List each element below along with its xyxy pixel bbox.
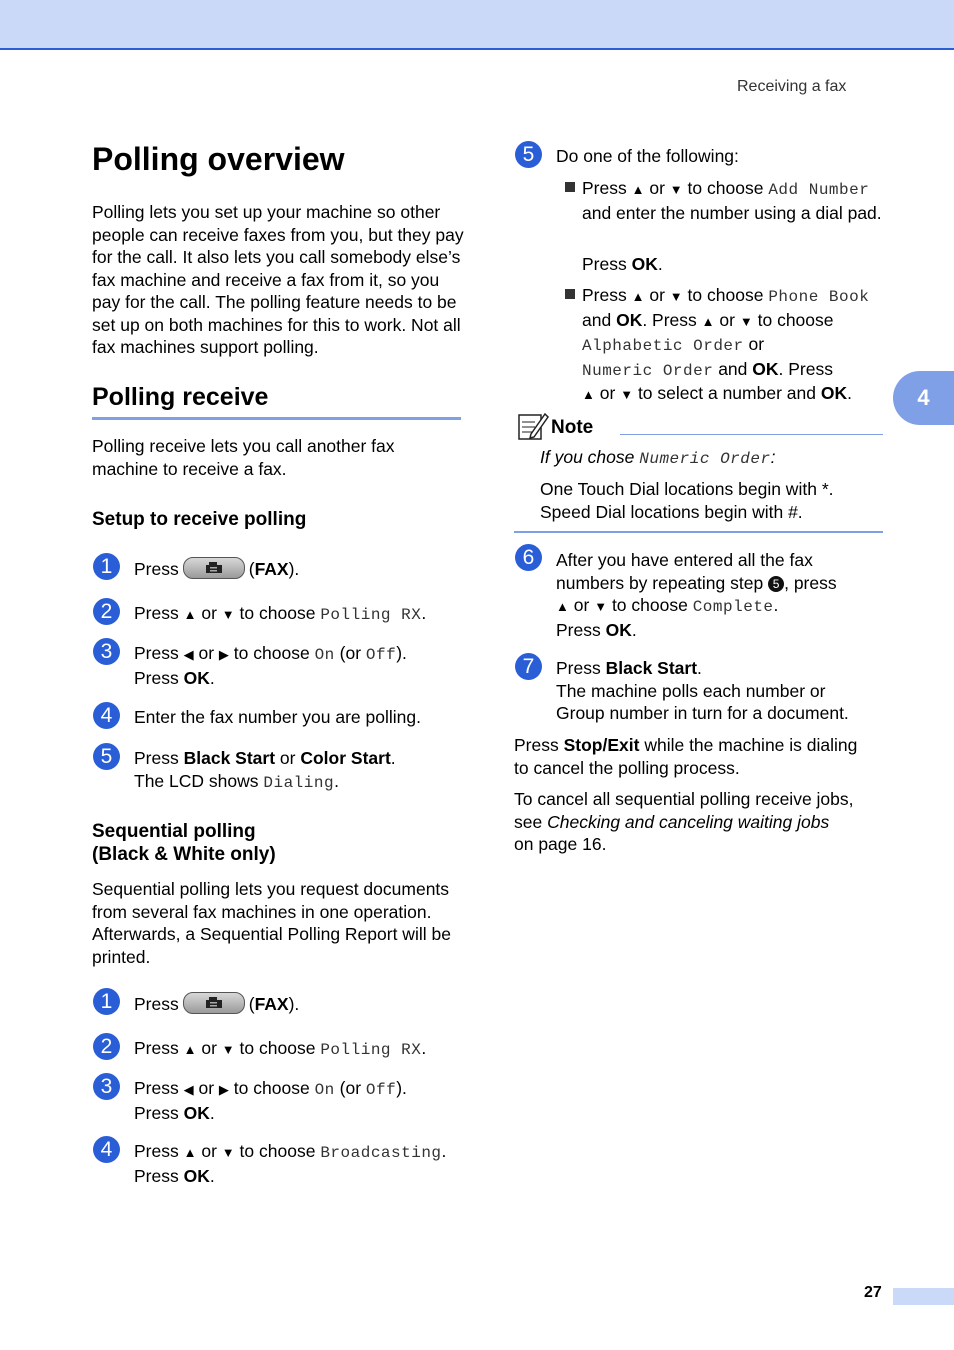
setup-step-3: Press ◀ or ▶ to choose On (or Off). Press OK. xyxy=(134,643,407,688)
step-number: 4 xyxy=(93,702,120,729)
up-arrow-icon: ▲ xyxy=(183,1145,197,1160)
down-arrow-icon: ▼ xyxy=(221,1145,235,1160)
step5-bullet-1-press: Press OK. xyxy=(582,254,663,274)
setup-step-4: Enter the fax number you are polling. xyxy=(134,707,421,727)
fax-icon xyxy=(205,996,223,1009)
fax-icon xyxy=(205,561,223,574)
note-title: Note xyxy=(551,417,594,438)
step-number: 2 xyxy=(93,1033,120,1060)
up-arrow-icon: ▲ xyxy=(582,387,595,402)
down-arrow-icon: ▼ xyxy=(221,1042,235,1057)
step5-bullet-1: Press ▲ or ▼ to choose Add Number and enter the number using a dial pad. xyxy=(582,178,882,223)
up-arrow-icon: ▲ xyxy=(183,607,197,622)
cancel-paragraph-1: Press Stop/Exit while the machine is dialing to cancel the polling process. xyxy=(514,735,858,778)
sequential-heading: Sequential polling (Black & White only) xyxy=(92,821,276,865)
setup-heading: Setup to receive polling xyxy=(92,509,307,530)
heading-rule xyxy=(92,417,461,420)
down-arrow-icon: ▼ xyxy=(221,607,235,622)
down-arrow-icon: ▼ xyxy=(594,599,608,614)
step-number: 1 xyxy=(93,553,120,580)
fax-button[interactable] xyxy=(183,992,245,1014)
setup-step-2: Press ▲ or ▼ to choose Polling RX. xyxy=(134,603,427,624)
step-number: 2 xyxy=(93,598,120,625)
cross-reference-link[interactable]: Checking and canceling waiting jobs xyxy=(547,811,830,832)
header-bar xyxy=(0,0,954,50)
note-line-1: If you chose Numeric Order: xyxy=(540,447,776,468)
note-bottom-rule xyxy=(514,531,883,533)
setup-step-5: Press Black Start or Color Start. The LCD shows Dialing. xyxy=(134,748,396,792)
step-number: 5 xyxy=(515,141,542,168)
step-ref: 5 xyxy=(768,576,784,592)
intro-paragraph: Polling lets you set up your machine so other people can receive faxes from you, but they pay for the call. It also lets you call somebody else’s fax machine and receive a fax from it, so you pay for the call. The polling feature needs to be set up on both machines for this to work. Not all fax machines support polling. xyxy=(92,202,464,357)
step-number: 1 xyxy=(93,988,120,1015)
polling-receive-desc: Polling receive lets you call another fax machine to receive a fax. xyxy=(92,436,395,479)
note-line-2: One Touch Dial locations begin with *. Speed Dial locations begin with #. xyxy=(540,479,834,522)
step6-text: After you have entered all the fax numbers by repeating step 5 , press ▲ or ▼ to choose Complete. Press OK. xyxy=(556,550,837,640)
seq-step-2: Press ▲ or ▼ to choose Polling RX. xyxy=(134,1038,427,1059)
sequential-desc: Sequential polling lets you request documents from several fax machines in one operation. Afterwards, a Sequential Polling Report will be printed. xyxy=(92,879,451,967)
step-number: 7 xyxy=(515,653,542,680)
step-number: 6 xyxy=(515,544,542,571)
down-arrow-icon: ▼ xyxy=(669,182,683,197)
step-number: 3 xyxy=(93,638,120,665)
note-top-rule xyxy=(620,434,883,435)
up-arrow-icon: ▲ xyxy=(701,313,715,329)
step-number: 4 xyxy=(93,1136,120,1163)
step5-bullet-2: Press ▲ or ▼ to choose Phone Book and OK. Press ▲ or ▼ to choose Alphabetic Order or Numeric Order and OK. Press ▲ or ▼ to select a number and OK. xyxy=(582,285,870,403)
up-arrow-icon: ▲ xyxy=(183,1042,197,1057)
step-number: 5 xyxy=(93,743,120,770)
down-arrow-icon: ▼ xyxy=(739,313,753,329)
page-title: Polling overview xyxy=(92,141,345,177)
page-number: 27 xyxy=(864,1284,882,1301)
page-tab xyxy=(893,1288,954,1305)
left-arrow-icon: ◀ xyxy=(183,647,194,662)
seq-step-4: Press ▲ or ▼ to choose Broadcasting. Press OK. xyxy=(134,1141,447,1186)
step7-text: Press Black Start. The machine polls each number or Group number in turn for a document. xyxy=(556,658,849,723)
setup-step-1: Press (FAX). xyxy=(134,559,300,579)
right-arrow-icon: ▶ xyxy=(218,1082,229,1097)
polling-receive-heading: Polling receive xyxy=(92,383,269,411)
seq-step-3: Press ◀ or ▶ to choose On (or Off). Press OK. xyxy=(134,1078,407,1123)
bullet-square xyxy=(565,289,575,299)
chapter-tab[interactable]: 4 xyxy=(893,371,954,425)
up-arrow-icon: ▲ xyxy=(631,289,645,304)
down-arrow-icon: ▼ xyxy=(620,387,634,402)
down-arrow-icon: ▼ xyxy=(669,289,683,304)
running-head: Receiving a fax xyxy=(737,78,847,95)
seq-step-1: Press (FAX). xyxy=(134,994,300,1014)
up-arrow-icon: ▲ xyxy=(631,182,645,197)
step-number: 3 xyxy=(93,1073,120,1100)
step5-intro: Do one of the following: xyxy=(556,146,739,166)
right-arrow-icon: ▶ xyxy=(218,647,229,662)
bullet-square xyxy=(565,182,575,192)
fax-button[interactable] xyxy=(183,557,245,579)
up-arrow-icon: ▲ xyxy=(556,599,569,614)
left-arrow-icon: ◀ xyxy=(183,1082,194,1097)
cancel-paragraph-2: To cancel all sequential polling receive jobs, see Checking and canceling waiting jobs on page 16. xyxy=(514,789,854,854)
note-pencil-icon xyxy=(517,410,549,442)
